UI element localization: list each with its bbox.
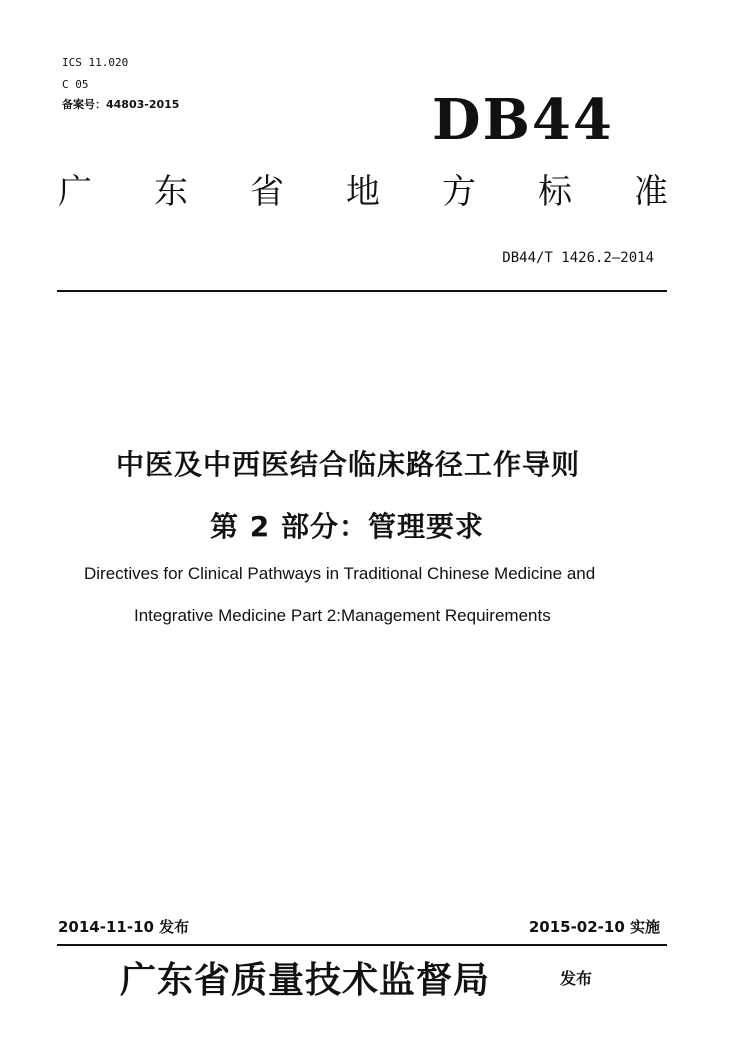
header-divider	[57, 290, 667, 292]
implementation-date: 2015-02-10 实施	[528, 918, 660, 936]
standard-type-char: 准	[634, 172, 668, 212]
issue-date: 2014-11-10 发布	[58, 918, 190, 936]
standard-number: DB44/T 1426.2—2014	[502, 250, 654, 266]
standard-type-char: 省	[250, 172, 284, 212]
standard-type-char: 标	[538, 172, 572, 212]
title-english-line2: Integrative Medicine Part 2:Management Requirements	[134, 606, 551, 625]
title-chinese-line1: 中医及中西医结合临床路径工作导则	[116, 448, 581, 481]
ics-code: ICS 11.020	[62, 56, 129, 69]
standard-type	[58, 170, 668, 214]
issuing-authority: 广东省质量技术监督局	[120, 959, 491, 1001]
standard-type-char: 地	[346, 172, 380, 212]
title-english-line1: Directives for Clinical Pathways in Traditional Chinese Medicine and	[84, 564, 596, 583]
ccs-code: C 05	[62, 78, 89, 91]
standard-type-char: 东	[154, 172, 188, 212]
title-chinese-line2: 第 2 部分：管理要求	[210, 510, 484, 543]
filing-number: 备案号：44803-2015	[62, 98, 180, 111]
standard-type-char: 方	[442, 172, 476, 212]
standard-type-char: 广	[58, 172, 92, 212]
footer-divider	[57, 944, 667, 946]
issued-label: 发布	[560, 969, 593, 988]
db44-logo: DB44	[432, 87, 614, 153]
